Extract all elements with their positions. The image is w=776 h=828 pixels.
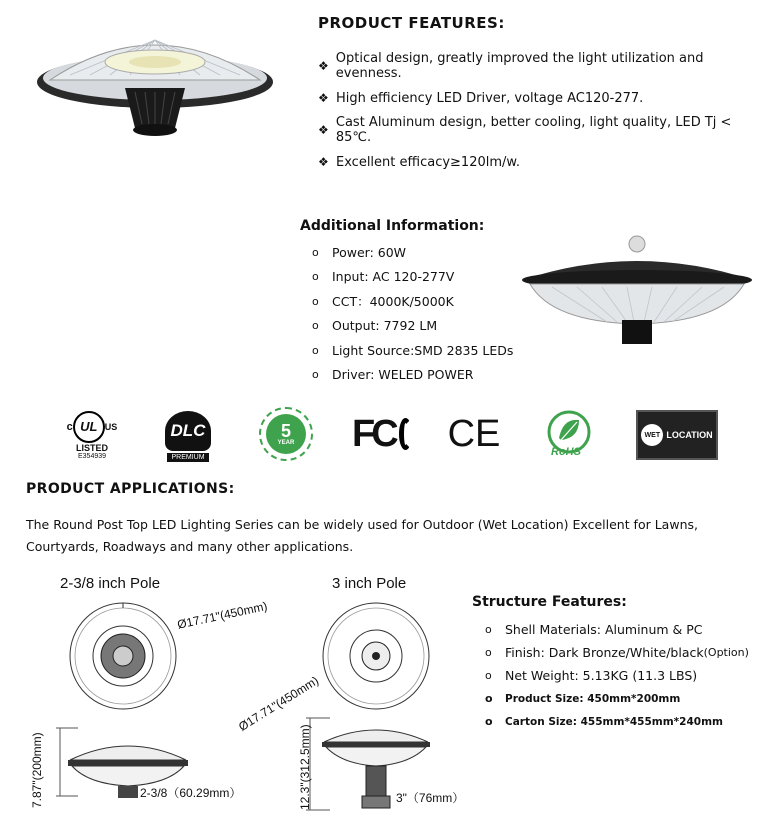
five-year-warranty-logo: 5 YEAR xyxy=(258,406,314,462)
diamond-bullet-icon: ❖ xyxy=(318,155,329,169)
pole1-title: 2-3/8 inch Pole xyxy=(60,575,161,592)
circle-bullet-icon: o xyxy=(312,319,319,333)
feature-item: ❖ Excellent efficacy≥120lm/w. xyxy=(318,154,520,170)
circle-bullet-icon: o xyxy=(312,368,319,382)
applications-text: The Round Post Top LED Lighting Series can be widely used for Outdoor (Wet Location) Excellent for Lawns, Courtyards, Roadways and many other applications. xyxy=(26,517,698,554)
feature-item: ❖ Optical design, greatly improved the light utilization and evenness. xyxy=(318,51,704,81)
structure-item: o Net Weight: 5.13KG (11.3 LBS) xyxy=(485,668,698,683)
info-item: o Driver: WELED POWER xyxy=(312,367,474,383)
applications-title: PRODUCT APPLICATIONS: xyxy=(26,481,235,497)
pole1-top-view-drawing xyxy=(60,600,190,712)
info-item: o Light Source:SMD 2835 LEDs xyxy=(312,342,514,358)
info-item: o Input: AC 120-277V xyxy=(312,269,455,285)
circle-bullet-icon: o xyxy=(312,294,319,308)
pole2-size-label: 3"（76mm） xyxy=(396,791,465,805)
circle-bullet-icon: o xyxy=(485,715,493,728)
additional-info-list xyxy=(312,240,513,387)
info-item: o CCT：4000K/5000K xyxy=(312,294,454,310)
circle-bullet-icon: o xyxy=(485,692,493,705)
structure-item: o Shell Materials: Aluminum & PC xyxy=(485,622,703,637)
product-features-list xyxy=(318,50,768,178)
pole1-diameter-label: Ø17.71"(450mm) xyxy=(176,598,269,632)
feature-item: ❖ Cast Aluminum design, better cooling, light quality, LED Tj < 85℃. xyxy=(318,115,732,145)
rohs-logo: RoHS xyxy=(545,408,593,460)
ul-listed-logo: c UL US LISTED E354939 xyxy=(62,404,122,466)
pole2-height-label: 12.3"(312.5mm) xyxy=(298,724,312,810)
circle-bullet-icon: o xyxy=(312,270,319,284)
ce-logo: CE xyxy=(447,412,501,455)
structure-item: o Finish: Dark Bronze/White/black (Option) xyxy=(485,645,749,660)
dlc-premium-logo: DLC PREMIUM xyxy=(162,408,214,464)
diamond-bullet-icon: ❖ xyxy=(318,91,329,105)
diamond-bullet-icon: ❖ xyxy=(318,123,329,137)
structure-features-title: Structure Features: xyxy=(472,594,627,610)
circle-bullet-icon: o xyxy=(312,245,319,259)
pole1-height-label: 7.87"(200mm) xyxy=(30,732,44,808)
fcc-logo: FC xyxy=(352,412,412,456)
circle-bullet-icon: o xyxy=(485,669,492,682)
additional-info-title: Additional Information: xyxy=(300,218,485,234)
diamond-bullet-icon: ❖ xyxy=(318,59,329,73)
structure-features-list xyxy=(485,618,749,733)
structure-item: o Product Size: 450mm*200mm xyxy=(485,692,681,705)
pole2-title: 3 inch Pole xyxy=(332,575,407,592)
feature-item: ❖ High efficiency LED Driver, voltage AC120-277. xyxy=(318,90,644,106)
info-item: o Power: 60W xyxy=(312,244,407,260)
circle-bullet-icon: o xyxy=(312,343,319,357)
circle-bullet-icon: o xyxy=(485,623,492,636)
pole2-top-view-drawing xyxy=(320,600,432,712)
structure-item: o Carton Size: 455mm*455mm*240mm xyxy=(485,715,723,728)
product-photo-main xyxy=(30,20,280,140)
product-features-title: PRODUCT FEATURES: xyxy=(318,14,505,32)
pole2-diameter-label: Ø17.71"(450mm) xyxy=(236,673,322,734)
pole1-size-label: 2-3/8（60.29mm） xyxy=(140,786,242,800)
info-item: o Output: 7792 LM xyxy=(312,318,438,334)
circle-bullet-icon: o xyxy=(485,646,492,659)
wet-location-logo: WET LOCATION xyxy=(636,410,718,460)
product-photo-side xyxy=(512,232,762,347)
